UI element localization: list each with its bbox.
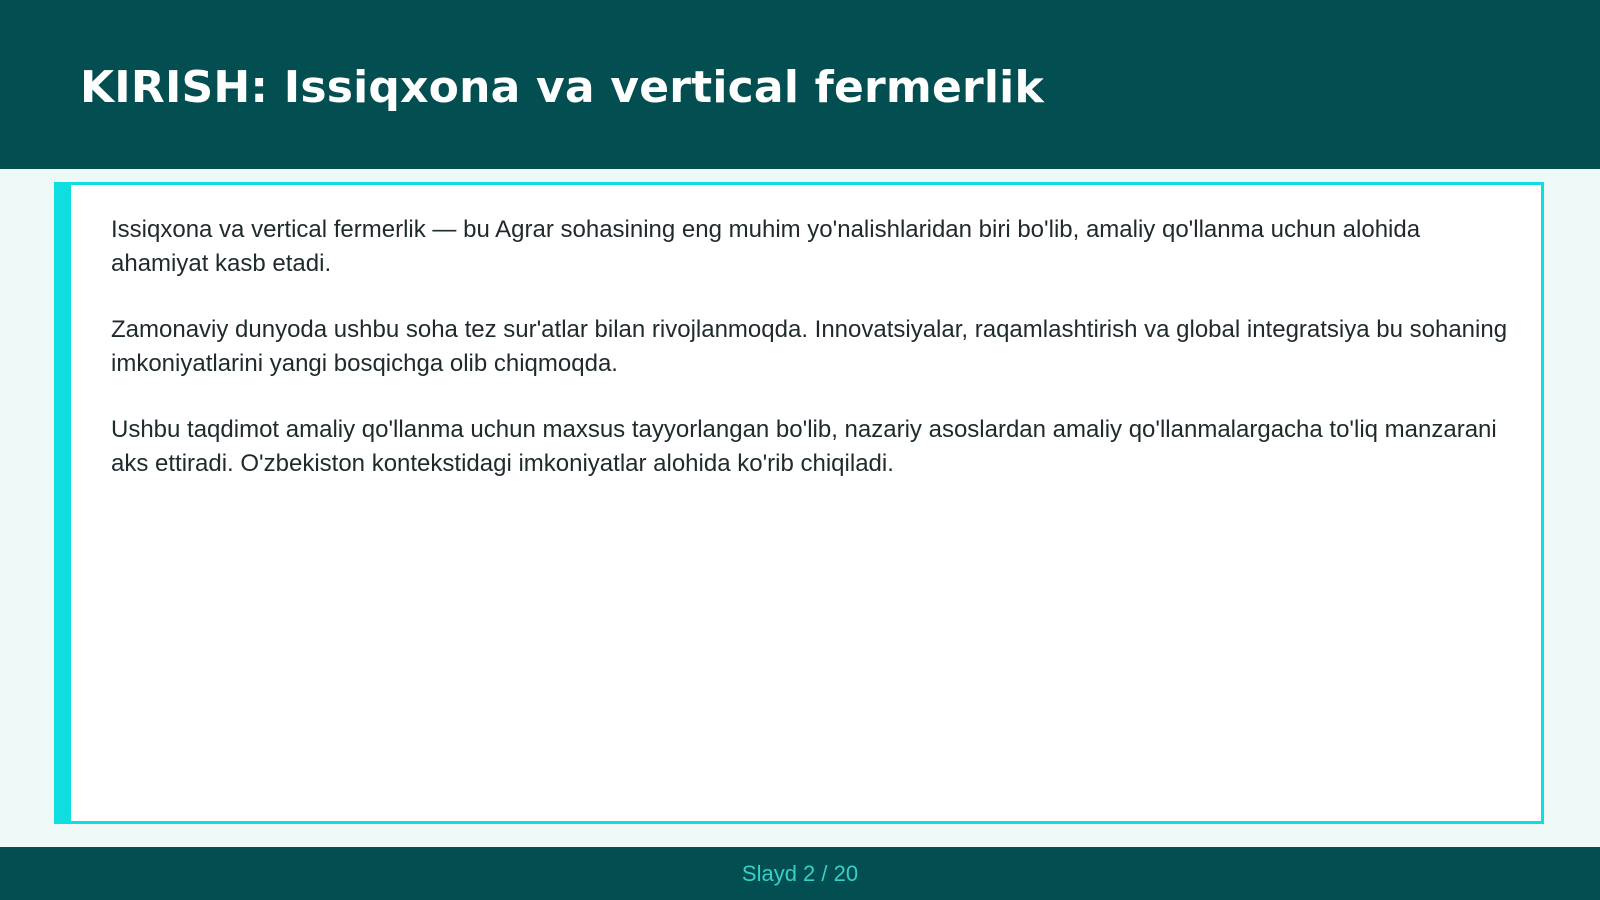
content-paragraph: Ushbu taqdimot amaliy qo'llanma uchun maxsus tayyorlangan bo'lib, nazariy asoslardan amaliy qo'llanmalargacha to'liq manzarani aks ettiradi. O'zbekiston kontekstidagi imkoniyatlar alohida ko'rib chiqiladi. bbox=[111, 416, 1497, 477]
content-card bbox=[54, 182, 1544, 824]
slide-header bbox=[0, 0, 1600, 169]
content-paragraph: Zamonaviy dunyoda ushbu soha tez sur'atlar bilan rivojlanmoqda. Innovatsiyalar, raqamlashtirish va global integratsiya bu sohaning imkoniyatlarini yangi bosqichga olib chiqmoqda. bbox=[111, 316, 1508, 377]
slide-footer bbox=[0, 847, 1600, 900]
slide-counter: Slayd 2 / 20 bbox=[741, 861, 859, 886]
content-paragraph: Issiqxona va vertical fermerlik — bu Agrar sohasining eng muhim yo'nalishlaridan biri bo'lib, amaliy qo'llanma uchun alohida ahamiyat kasb etadi. bbox=[111, 216, 1421, 277]
content-text bbox=[111, 213, 1511, 513]
slide-title: KIRISH: Issiqxona va vertical fermerlik bbox=[80, 62, 1044, 113]
